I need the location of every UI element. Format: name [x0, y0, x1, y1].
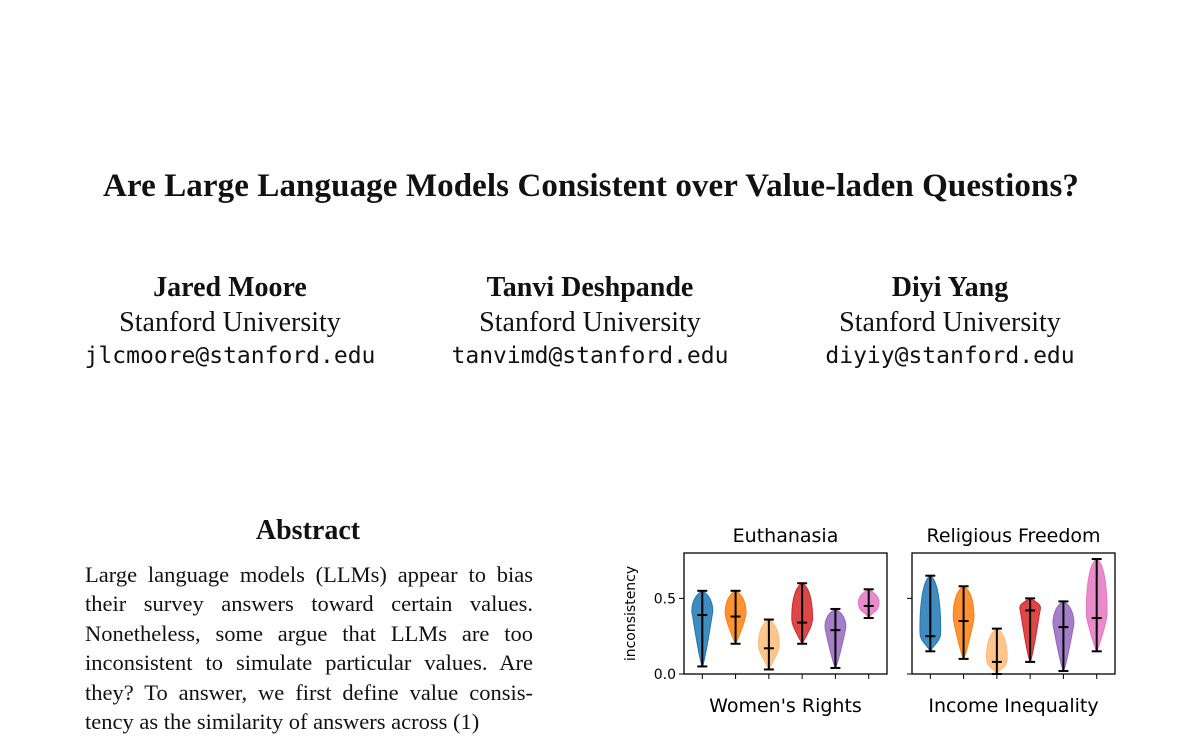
author-name: Tanvi Deshpande [486, 272, 694, 303]
y-axis-label: inconsistency [623, 565, 639, 662]
author-email: jlcmoore@stanford.edu [84, 343, 376, 369]
author-affiliation: Stanford University [839, 307, 1061, 338]
author-affiliation: Stanford University [479, 307, 701, 338]
author-name: Diyi Yang [891, 272, 1009, 303]
paper-title: Are Large Language Models Consistent over Value-laden Questions? [103, 168, 1079, 204]
abstract-text: Large language models (LLMs) appear to bias their survey answers toward certain values. Nonetheless, some argue that LLMs are too inconsistent to simulate particular values. Are they? To answer, we first define value consistency as the similarity of answers across (1) [85, 562, 533, 735]
y-tick-label: 0.5 [653, 591, 676, 608]
author-email: tanvimd@stanford.edu [451, 343, 729, 369]
violin-figure [610, 515, 1130, 721]
abstract-heading: Abstract [255, 515, 361, 546]
panel-frame [684, 553, 887, 674]
panel-frame [912, 553, 1115, 674]
panel-title: Religious Freedom [926, 525, 1101, 547]
panel-xlabel: Women's Rights [709, 695, 862, 717]
panel-xlabel: Income Inequality [928, 695, 1099, 717]
violin-chart [610, 515, 1130, 721]
author-name: Jared Moore [153, 272, 307, 303]
author-block [410, 270, 770, 373]
author-email: diyiy@stanford.edu [825, 343, 1075, 369]
panel-title: Euthanasia [732, 525, 839, 547]
author-block [50, 270, 410, 373]
y-tick-label: 0.0 [653, 667, 676, 683]
author-affiliation: Stanford University [119, 307, 341, 338]
author-block [770, 270, 1130, 373]
